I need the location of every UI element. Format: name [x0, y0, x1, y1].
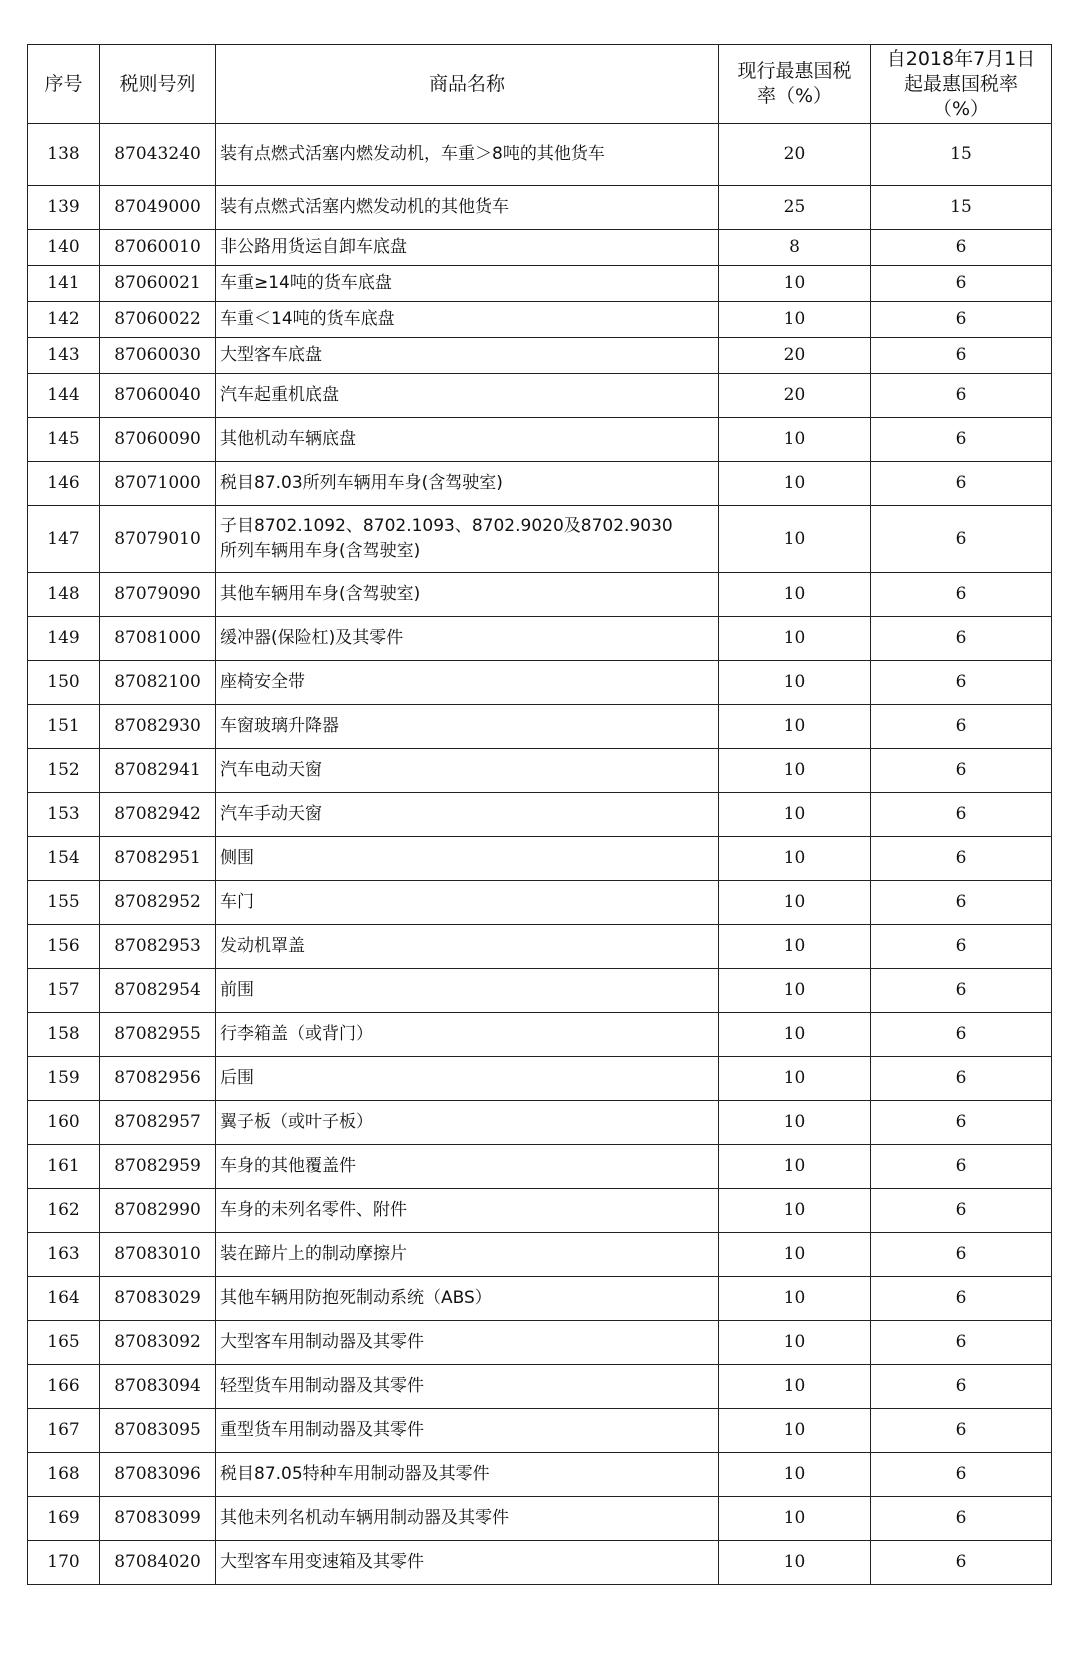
- cell-code: 87060021: [100, 266, 216, 302]
- table-row: [28, 705, 1052, 749]
- cell-name: 侧围: [216, 837, 719, 881]
- table-row: [28, 1541, 1052, 1585]
- cell-current-rate: 10: [719, 1189, 871, 1233]
- cell-new-rate: 6: [871, 1409, 1052, 1453]
- cell-current-rate: 10: [719, 749, 871, 793]
- cell-seq: 150: [28, 661, 100, 705]
- cell-new-rate: 6: [871, 1453, 1052, 1497]
- cell-seq: 145: [28, 418, 100, 462]
- table-row: [28, 1189, 1052, 1233]
- cell-code: 87060090: [100, 418, 216, 462]
- cell-new-rate: 6: [871, 418, 1052, 462]
- cell-name: 大型客车底盘: [216, 338, 719, 374]
- tariff-table: [27, 44, 1052, 1585]
- cell-current-rate: 10: [719, 969, 871, 1013]
- cell-code: 87083029: [100, 1277, 216, 1321]
- cell-current-rate: 10: [719, 462, 871, 506]
- table-row: [28, 338, 1052, 374]
- cell-new-rate: 6: [871, 793, 1052, 837]
- cell-current-rate: 10: [719, 837, 871, 881]
- cell-name: 车身的未列名零件、附件: [216, 1189, 719, 1233]
- cell-current-rate: 10: [719, 506, 871, 573]
- cell-name: 其他车辆用防抱死制动系统（ABS）: [216, 1277, 719, 1321]
- header-current-rate: 现行最惠国税 率（%）: [719, 45, 871, 124]
- cell-seq: 138: [28, 124, 100, 186]
- cell-new-rate: 6: [871, 1189, 1052, 1233]
- table-row: [28, 1057, 1052, 1101]
- table-row: [28, 749, 1052, 793]
- cell-code: 87081000: [100, 617, 216, 661]
- cell-name: 缓冲器(保险杠)及其零件: [216, 617, 719, 661]
- cell-name: 非公路用货运自卸车底盘: [216, 230, 719, 266]
- header-seq: 序号: [28, 45, 100, 124]
- cell-seq: 139: [28, 186, 100, 230]
- cell-new-rate: 6: [871, 881, 1052, 925]
- cell-current-rate: 8: [719, 230, 871, 266]
- cell-seq: 170: [28, 1541, 100, 1585]
- cell-new-rate: 6: [871, 374, 1052, 418]
- cell-seq: 140: [28, 230, 100, 266]
- cell-seq: 165: [28, 1321, 100, 1365]
- cell-seq: 157: [28, 969, 100, 1013]
- cell-new-rate: 6: [871, 1057, 1052, 1101]
- cell-code: 87083096: [100, 1453, 216, 1497]
- cell-name: 后围: [216, 1057, 719, 1101]
- cell-current-rate: 10: [719, 793, 871, 837]
- cell-seq: 167: [28, 1409, 100, 1453]
- cell-current-rate: 10: [719, 1233, 871, 1277]
- cell-name: 汽车起重机底盘: [216, 374, 719, 418]
- header-name: 商品名称: [216, 45, 719, 124]
- cell-seq: 155: [28, 881, 100, 925]
- cell-name: 车重≥14吨的货车底盘: [216, 266, 719, 302]
- cell-current-rate: 20: [719, 374, 871, 418]
- table-row: [28, 374, 1052, 418]
- cell-seq: 144: [28, 374, 100, 418]
- cell-new-rate: 6: [871, 925, 1052, 969]
- cell-new-rate: 6: [871, 837, 1052, 881]
- cell-current-rate: 10: [719, 1497, 871, 1541]
- cell-name: 大型客车用制动器及其零件: [216, 1321, 719, 1365]
- cell-code: 87082100: [100, 661, 216, 705]
- cell-code: 87060040: [100, 374, 216, 418]
- cell-code: 87043240: [100, 124, 216, 186]
- cell-seq: 142: [28, 302, 100, 338]
- cell-current-rate: 10: [719, 1057, 871, 1101]
- cell-seq: 149: [28, 617, 100, 661]
- cell-code: 87082990: [100, 1189, 216, 1233]
- cell-seq: 151: [28, 705, 100, 749]
- table-row: [28, 1365, 1052, 1409]
- table-row: [28, 1101, 1052, 1145]
- cell-name: 座椅安全带: [216, 661, 719, 705]
- cell-code: 87083099: [100, 1497, 216, 1541]
- cell-current-rate: 10: [719, 1453, 871, 1497]
- cell-current-rate: 10: [719, 1101, 871, 1145]
- cell-name: 发动机罩盖: [216, 925, 719, 969]
- cell-name: 其他机动车辆底盘: [216, 418, 719, 462]
- table-row: [28, 837, 1052, 881]
- cell-code: 87060010: [100, 230, 216, 266]
- cell-new-rate: 6: [871, 302, 1052, 338]
- cell-name: 子目8702.1092、8702.1093、8702.9020及8702.9030 所列车辆用车身(含驾驶室): [216, 506, 719, 573]
- cell-seq: 161: [28, 1145, 100, 1189]
- cell-current-rate: 10: [719, 1013, 871, 1057]
- cell-name: 汽车电动天窗: [216, 749, 719, 793]
- cell-seq: 146: [28, 462, 100, 506]
- table-row: [28, 1497, 1052, 1541]
- table-row: [28, 418, 1052, 462]
- cell-new-rate: 6: [871, 266, 1052, 302]
- cell-current-rate: 10: [719, 1321, 871, 1365]
- cell-new-rate: 6: [871, 1101, 1052, 1145]
- header-code: 税则号列: [100, 45, 216, 124]
- cell-name: 装有点燃式活塞内燃发动机的其他货车: [216, 186, 719, 230]
- cell-code: 87082957: [100, 1101, 216, 1145]
- cell-seq: 163: [28, 1233, 100, 1277]
- cell-code: 87082955: [100, 1013, 216, 1057]
- cell-code: 87082930: [100, 705, 216, 749]
- header-new-rate: 自2018年7月1日 起最惠国税率 （%）: [871, 45, 1052, 124]
- cell-seq: 148: [28, 573, 100, 617]
- table-row: [28, 506, 1052, 573]
- cell-code: 87079010: [100, 506, 216, 573]
- cell-current-rate: 10: [719, 573, 871, 617]
- table-row: [28, 462, 1052, 506]
- header-row: [28, 45, 1052, 124]
- cell-name: 车门: [216, 881, 719, 925]
- table-row: [28, 230, 1052, 266]
- table-row: [28, 302, 1052, 338]
- cell-seq: 147: [28, 506, 100, 573]
- cell-current-rate: 10: [719, 881, 871, 925]
- cell-name: 装在蹄片上的制动摩擦片: [216, 1233, 719, 1277]
- cell-new-rate: 6: [871, 230, 1052, 266]
- cell-new-rate: 6: [871, 1013, 1052, 1057]
- cell-code: 87082942: [100, 793, 216, 837]
- cell-name: 税目87.05特种车用制动器及其零件: [216, 1453, 719, 1497]
- cell-new-rate: 6: [871, 705, 1052, 749]
- cell-code: 87083092: [100, 1321, 216, 1365]
- cell-code: 87071000: [100, 462, 216, 506]
- cell-new-rate: 6: [871, 506, 1052, 573]
- cell-current-rate: 10: [719, 418, 871, 462]
- cell-code: 87083095: [100, 1409, 216, 1453]
- cell-new-rate: 6: [871, 462, 1052, 506]
- cell-new-rate: 6: [871, 1497, 1052, 1541]
- table-row: [28, 881, 1052, 925]
- cell-current-rate: 10: [719, 1145, 871, 1189]
- cell-seq: 152: [28, 749, 100, 793]
- cell-name: 车身的其他覆盖件: [216, 1145, 719, 1189]
- table-row: [28, 661, 1052, 705]
- cell-name: 车重＜14吨的货车底盘: [216, 302, 719, 338]
- table-row: [28, 969, 1052, 1013]
- cell-code: 87083010: [100, 1233, 216, 1277]
- table-row: [28, 1409, 1052, 1453]
- table-row: [28, 793, 1052, 837]
- cell-code: 87082941: [100, 749, 216, 793]
- cell-seq: 162: [28, 1189, 100, 1233]
- cell-current-rate: 10: [719, 1409, 871, 1453]
- cell-seq: 153: [28, 793, 100, 837]
- cell-new-rate: 6: [871, 573, 1052, 617]
- cell-new-rate: 6: [871, 1541, 1052, 1585]
- cell-name: 汽车手动天窗: [216, 793, 719, 837]
- cell-code: 87082956: [100, 1057, 216, 1101]
- cell-new-rate: 15: [871, 124, 1052, 186]
- cell-seq: 164: [28, 1277, 100, 1321]
- table-row: [28, 186, 1052, 230]
- cell-seq: 168: [28, 1453, 100, 1497]
- cell-new-rate: 6: [871, 617, 1052, 661]
- cell-code: 87082959: [100, 1145, 216, 1189]
- cell-new-rate: 6: [871, 1145, 1052, 1189]
- table-row: [28, 573, 1052, 617]
- cell-current-rate: 10: [719, 617, 871, 661]
- table-row: [28, 1321, 1052, 1365]
- cell-new-rate: 6: [871, 338, 1052, 374]
- cell-current-rate: 10: [719, 1277, 871, 1321]
- cell-seq: 141: [28, 266, 100, 302]
- cell-new-rate: 6: [871, 661, 1052, 705]
- cell-name: 装有点燃式活塞内燃发动机，车重＞8吨的其他货车: [216, 124, 719, 186]
- table-row: [28, 1145, 1052, 1189]
- cell-name: 行李箱盖（或背门）: [216, 1013, 719, 1057]
- cell-seq: 158: [28, 1013, 100, 1057]
- table-row: [28, 1277, 1052, 1321]
- cell-new-rate: 6: [871, 1233, 1052, 1277]
- cell-new-rate: 6: [871, 749, 1052, 793]
- table-row: [28, 124, 1052, 186]
- cell-name: 其他未列名机动车辆用制动器及其零件: [216, 1497, 719, 1541]
- cell-code: 87082953: [100, 925, 216, 969]
- cell-name: 其他车辆用车身(含驾驶室): [216, 573, 719, 617]
- cell-seq: 166: [28, 1365, 100, 1409]
- cell-code: 87082954: [100, 969, 216, 1013]
- cell-current-rate: 10: [719, 1541, 871, 1585]
- cell-name: 前围: [216, 969, 719, 1013]
- cell-current-rate: 10: [719, 1365, 871, 1409]
- cell-name: 税目87.03所列车辆用车身(含驾驶室): [216, 462, 719, 506]
- cell-seq: 169: [28, 1497, 100, 1541]
- cell-name: 重型货车用制动器及其零件: [216, 1409, 719, 1453]
- cell-new-rate: 6: [871, 1365, 1052, 1409]
- cell-code: 87082951: [100, 837, 216, 881]
- cell-seq: 156: [28, 925, 100, 969]
- cell-new-rate: 6: [871, 1321, 1052, 1365]
- table-body: [28, 124, 1052, 1585]
- cell-current-rate: 10: [719, 925, 871, 969]
- cell-current-rate: 20: [719, 338, 871, 374]
- cell-name: 轻型货车用制动器及其零件: [216, 1365, 719, 1409]
- cell-new-rate: 15: [871, 186, 1052, 230]
- cell-seq: 143: [28, 338, 100, 374]
- cell-new-rate: 6: [871, 1277, 1052, 1321]
- cell-seq: 154: [28, 837, 100, 881]
- cell-code: 87082952: [100, 881, 216, 925]
- cell-current-rate: 25: [719, 186, 871, 230]
- table-row: [28, 266, 1052, 302]
- cell-code: 87049000: [100, 186, 216, 230]
- cell-current-rate: 10: [719, 705, 871, 749]
- table-row: [28, 1013, 1052, 1057]
- cell-code: 87060030: [100, 338, 216, 374]
- cell-current-rate: 10: [719, 661, 871, 705]
- cell-name: 翼子板（或叶子板）: [216, 1101, 719, 1145]
- cell-name: 大型客车用变速箱及其零件: [216, 1541, 719, 1585]
- cell-current-rate: 10: [719, 266, 871, 302]
- cell-code: 87084020: [100, 1541, 216, 1585]
- table-row: [28, 1233, 1052, 1277]
- table-row: [28, 1453, 1052, 1497]
- table-row: [28, 617, 1052, 661]
- cell-current-rate: 10: [719, 302, 871, 338]
- cell-seq: 160: [28, 1101, 100, 1145]
- cell-seq: 159: [28, 1057, 100, 1101]
- cell-code: 87060022: [100, 302, 216, 338]
- cell-current-rate: 20: [719, 124, 871, 186]
- cell-code: 87079090: [100, 573, 216, 617]
- cell-code: 87083094: [100, 1365, 216, 1409]
- cell-name: 车窗玻璃升降器: [216, 705, 719, 749]
- table-row: [28, 925, 1052, 969]
- cell-new-rate: 6: [871, 969, 1052, 1013]
